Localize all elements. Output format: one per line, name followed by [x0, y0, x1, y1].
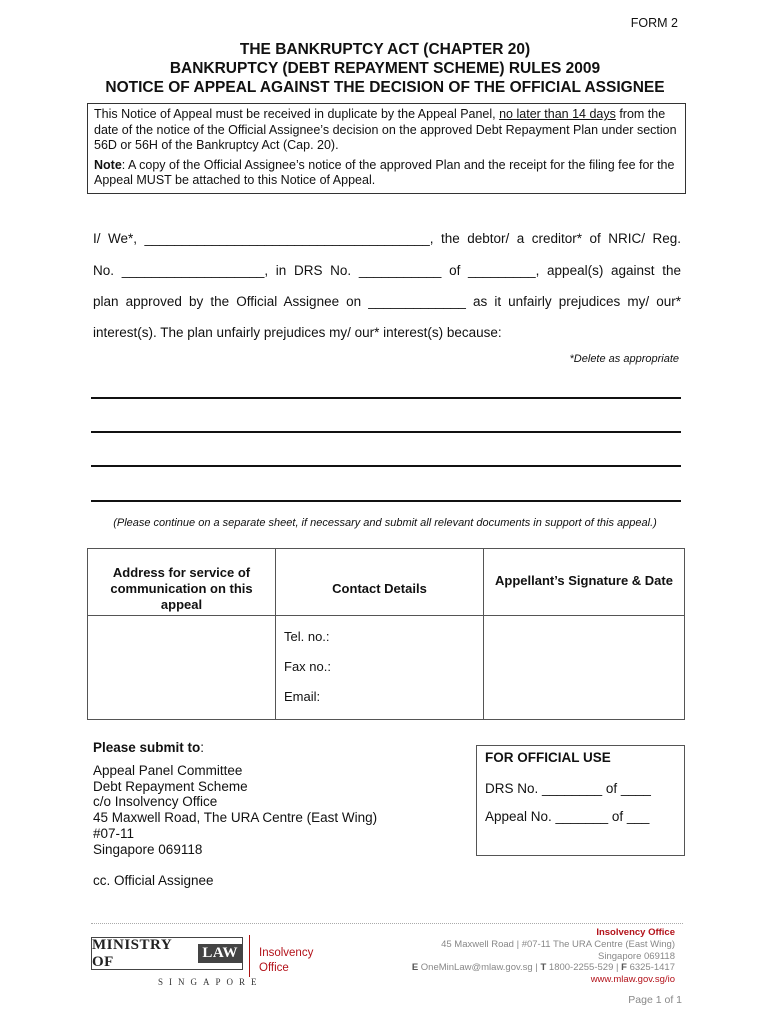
cc-line: cc. Official Assignee [93, 872, 214, 888]
address-line: #07-11 [93, 825, 135, 841]
logo-ministry-text: MINISTRY OF [92, 936, 172, 970]
notice-box [87, 103, 686, 194]
note-text: : A copy of the Official Assignee’s notice of the approved Plan and the receipt for the filing fee for the Appeal MUST be attached to this Notice of Appeal. [94, 157, 675, 187]
submit-colon: : [200, 740, 205, 755]
title-act: THE BANKRUPTCY ACT (CHAPTER 20) [239, 41, 531, 58]
notice-text-before: This Notice of Appeal must be received in duplicate by the Appeal Panel, [94, 107, 500, 121]
reason-line-2[interactable] [91, 431, 681, 433]
footer-email[interactable]: OneMinLaw@mlaw.gov.sg [420, 962, 533, 974]
logo-insolvency-office: Insolvency Office [259, 947, 314, 974]
appellant-line-1[interactable]: I/ We*, ______________________________________, the debtor/ a creditor* of NRIC/ Reg. [93, 231, 681, 246]
notice-paragraph [94, 107, 679, 154]
title-rules: BANKRUPTCY (DEBT REPAYMENT SCHEME) RULES 2009 [169, 60, 601, 77]
logo-singapore-text: SINGAPORE [158, 977, 263, 987]
document-title [0, 40, 770, 97]
logo-separator [249, 935, 250, 977]
notice-text-after: from the date of the notice of the Official Assignee’s decision on the approved Debt Repayment Plan under section 56D or 56H of the Bankruptcy Act (Cap. 20). [94, 107, 677, 152]
deadline-text: no later than 14 days [499, 107, 616, 121]
tel-field[interactable]: Tel. no.: [284, 629, 330, 644]
appellant-line-2[interactable]: No. ___________________, in DRS No. ___________ of _________, appeal(s) against the [93, 263, 681, 278]
official-use-box [476, 745, 685, 856]
submit-to [93, 740, 377, 888]
ministry-of-law-logo [91, 937, 243, 970]
footer-fax: 6325-1417 [629, 962, 675, 974]
footer-contact [412, 927, 675, 986]
footer-address-1: 45 Maxwell Road | #07-11 The URA Centre (East Wing) [441, 938, 675, 950]
submit-heading: Please submit to [93, 740, 201, 755]
appellant-line-4: interest(s). The plan unfairly prejudices my/ our* interest(s) because: [93, 325, 502, 340]
signature-cell[interactable] [484, 616, 685, 720]
footer-address-2: Singapore 069118 [598, 950, 675, 962]
address-cell[interactable] [88, 616, 276, 720]
title-notice: NOTICE OF APPEAL AGAINST THE DECISION OF THE OFFICIAL ASSIGNEE [105, 79, 665, 96]
contact-table [87, 548, 685, 720]
address-line: Debt Repayment Scheme [93, 778, 248, 794]
submit-address [93, 763, 377, 858]
continue-note: (Please continue on a separate sheet, if necessary and submit all relevant documents in support of this appeal.) [113, 517, 657, 529]
form-number: FORM 2 [630, 16, 678, 30]
header-contact: Contact Details [276, 549, 484, 616]
official-use-title: FOR OFFICIAL USE [485, 750, 611, 765]
contact-cell[interactable] [276, 616, 484, 720]
reason-line-4[interactable] [91, 500, 681, 502]
email-field[interactable]: Email: [284, 689, 321, 704]
address-line: c/o Insolvency Office [93, 794, 218, 810]
official-drs-field: DRS No. ________ of ____ [485, 781, 651, 796]
delete-note: *Delete as appropriate [569, 353, 679, 365]
fax-field[interactable]: Fax no.: [284, 659, 331, 674]
header-signature: Appellant’s Signature & Date [484, 549, 685, 616]
official-appeal-field: Appeal No. _______ of ___ [485, 809, 650, 824]
address-line: Appeal Panel Committee [93, 762, 243, 778]
footer-contact-line: E OneMinLaw@mlaw.gov.sg | T 1800-2255-529 | F 6325-1417 [411, 962, 675, 974]
footer-divider [91, 923, 683, 924]
logo-law-text: LAW [198, 944, 242, 963]
footer-phone: 1800-2255-529 [548, 962, 614, 974]
footer-website-link[interactable]: www.mlaw.gov.sg/io [590, 974, 675, 986]
address-line: 45 Maxwell Road, The URA Centre (East Wing) [93, 810, 378, 826]
note-paragraph [94, 158, 679, 189]
address-line: Singapore 069118 [93, 841, 203, 857]
page-number: Page 1 of 1 [628, 994, 682, 1006]
reason-line-1[interactable] [91, 397, 681, 399]
appellant-line-3[interactable]: plan approved by the Official Assignee on _____________ as it unfairly prejudices my/ our* [93, 294, 681, 309]
footer-office-title: Insolvency Office [596, 927, 675, 938]
note-label: Note [94, 157, 122, 172]
header-address: Address for service of communication on this appeal [88, 549, 276, 616]
reason-line-3[interactable] [91, 465, 681, 467]
